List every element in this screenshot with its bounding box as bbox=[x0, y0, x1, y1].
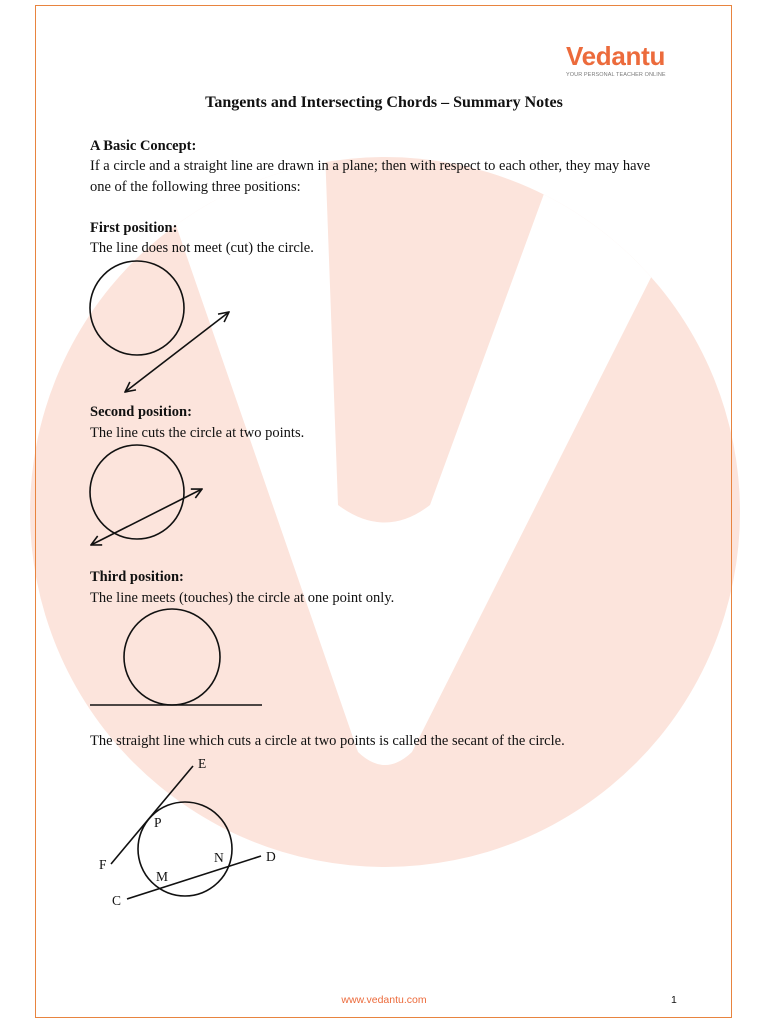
logo-tagline: YOUR PERSONAL TEACHER ONLINE bbox=[566, 72, 666, 78]
logo-brand: Vedantu bbox=[566, 41, 666, 71]
page-number: 1 bbox=[671, 994, 677, 1006]
first-position-heading: First position: bbox=[90, 220, 178, 236]
basic-concept-heading: A Basic Concept: bbox=[90, 138, 197, 154]
second-position-text: The line cuts the circle at two points. bbox=[90, 425, 305, 441]
secant-line bbox=[91, 489, 202, 545]
page-title: Tangents and Intersecting Chords – Summary Notes bbox=[205, 94, 563, 111]
diagram-circle bbox=[90, 261, 184, 355]
third-position-heading: Third position: bbox=[90, 569, 184, 585]
point-label-d: D bbox=[266, 849, 276, 864]
non-intersecting-line bbox=[125, 312, 229, 392]
point-label-n: N bbox=[214, 850, 224, 865]
point-label-e: E bbox=[198, 756, 207, 771]
diagram-circle bbox=[90, 445, 184, 539]
point-label-m: M bbox=[156, 869, 169, 884]
basic-concept-line: If a circle and a straight line are drawn in a plane; then with respect to each other, they may have bbox=[90, 158, 651, 174]
second-position-heading: Second position: bbox=[90, 404, 192, 420]
diagram-circle bbox=[124, 609, 220, 705]
diagram-tangent bbox=[90, 609, 262, 705]
third-position-text: The line meets (touches) the circle at one point only. bbox=[90, 590, 395, 606]
secant-line-fe bbox=[111, 766, 193, 864]
point-label-p: P bbox=[154, 815, 162, 830]
basic-concept-line: one of the following three positions: bbox=[90, 179, 301, 195]
diagram-labelled-secants bbox=[99, 756, 276, 908]
diagram-non-intersecting bbox=[90, 261, 229, 392]
point-label-c: C bbox=[112, 893, 122, 908]
diagram-secant bbox=[90, 445, 202, 545]
footer-website-link[interactable]: www.vedantu.com bbox=[341, 994, 427, 1006]
first-position-text: The line does not meet (cut) the circle. bbox=[90, 240, 314, 256]
secant-definition-text: The straight line which cuts a circle at two points is called the secant of the circle. bbox=[90, 733, 565, 749]
point-label-f: F bbox=[99, 857, 107, 872]
